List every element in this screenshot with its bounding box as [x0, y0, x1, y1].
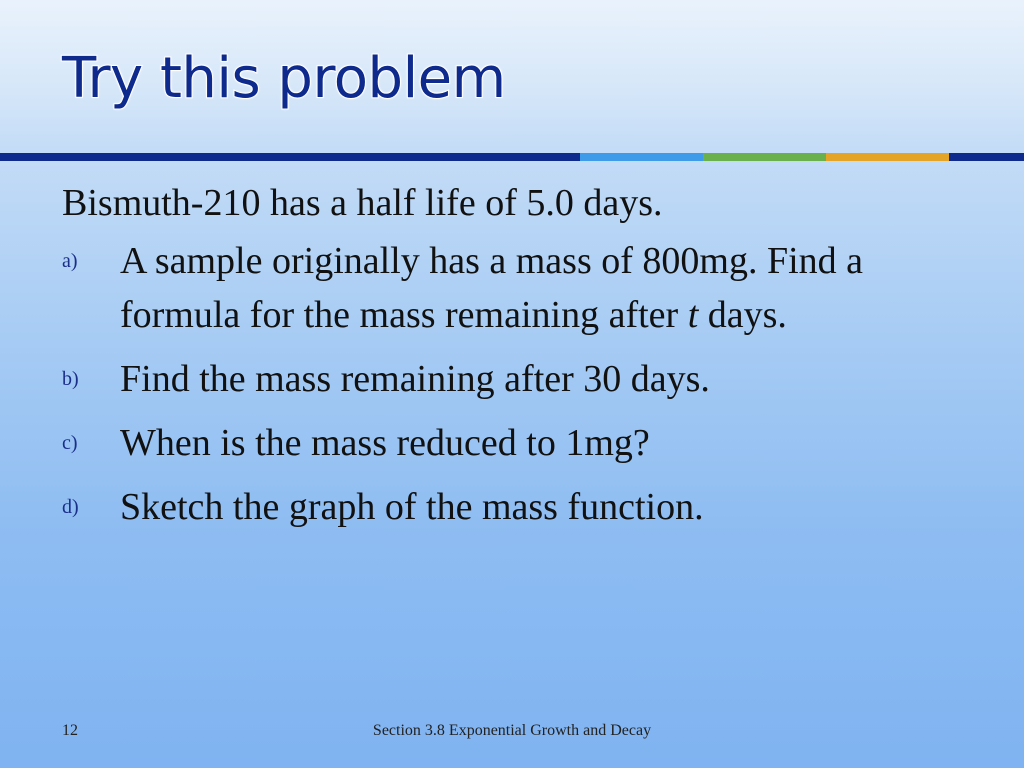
- variable-t: t: [687, 294, 699, 336]
- divider-segment: [826, 153, 949, 161]
- divider-segment: [0, 153, 580, 161]
- list-item-text: [120, 234, 962, 342]
- divider-segment: [703, 153, 826, 161]
- list-item-a: [62, 234, 962, 342]
- slide-title: Try this problem: [62, 46, 506, 111]
- footer-section: [0, 722, 1024, 740]
- list-item-text: Find the mass remaining after 30 days.: [120, 358, 710, 400]
- footer-section-label: Section 3.8 Exponential Growth and Decay: [372, 722, 652, 739]
- list-item-text: Sketch the graph of the mass function.: [120, 486, 704, 528]
- divider-segment: [949, 153, 1024, 161]
- list-item-b: [62, 352, 962, 406]
- list-marker: b): [62, 368, 79, 390]
- list-item-d: [62, 480, 962, 534]
- list-item-text-part: A sample originally has a mass of 800mg. Find a formula for the mass remaining after: [120, 240, 864, 336]
- list-marker: c): [62, 432, 78, 454]
- list-item-c: [62, 416, 962, 470]
- list-item-text: When is the mass reduced to 1mg?: [120, 422, 650, 464]
- intro-text: Bismuth-210 has a half life of 5.0 days.: [62, 182, 663, 224]
- list-item-text-part: days.: [698, 294, 787, 336]
- title-divider: [0, 153, 1024, 161]
- list-marker: d): [62, 496, 79, 518]
- divider-segment: [580, 153, 703, 161]
- slide-number: 12: [62, 722, 78, 739]
- list-marker: a): [62, 250, 78, 272]
- slide-body: [62, 178, 962, 544]
